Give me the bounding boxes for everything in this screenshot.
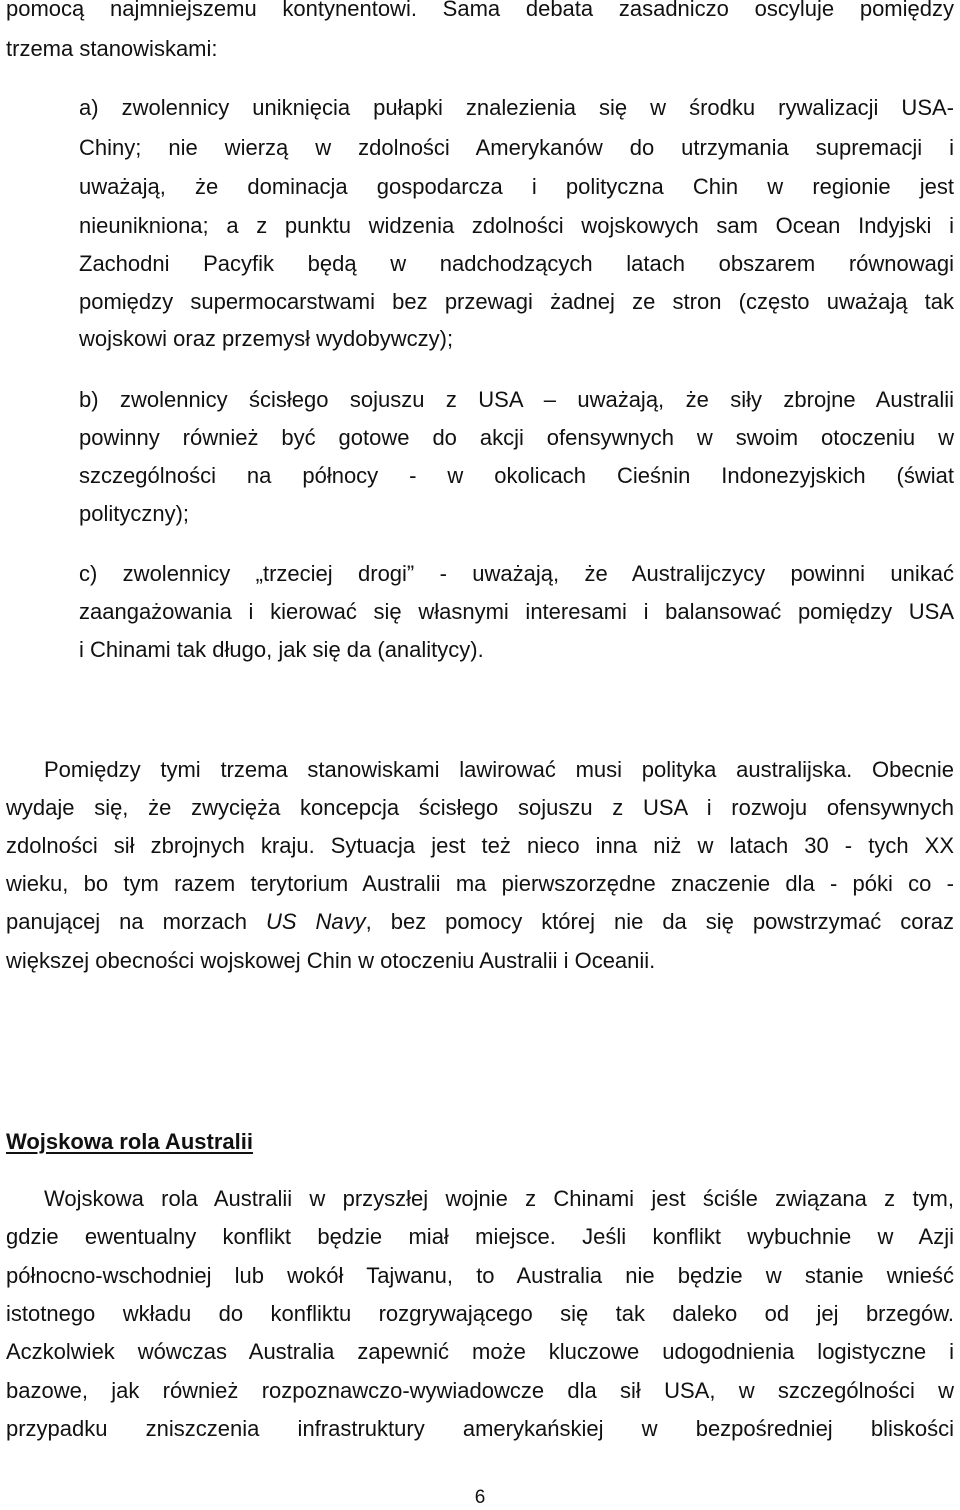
item-a-line-7: wojskowi oraz przemysł wydobywczy); [79,326,454,351]
item-a-line-2: Chiny; nie wierzą w zdolności Amerykanów do utrzymania supremacji i [79,135,954,160]
item-b-line-3: szczególności na północy - w okolicach Cieśnin Indonezyjskich (świat [79,463,954,488]
item-b-line-1: b) zwolennicy ścisłego sojuszu z USA – uważają, że siły zbrojne Australii [79,387,954,412]
item-a-line-6: pomiędzy supermocarstwami bez przewagi żadnej ze stron (często uważają tak [79,289,954,314]
us-navy-italic: US Navy [265,909,366,934]
para1-line-4: wieku, bo tym razem terytorium Australii ma pierwszorzędne znaczenie dla - póki co - [6,871,954,896]
item-a-line-5: Zachodni Pacyfik będą w nadchodzących latach obszarem równowagi [79,251,954,276]
item-a-line-3: uważają, że dominacja gospodarcza i polityczna Chin w regionie jest [79,174,954,199]
para1-line-3: zdolności sił zbrojnych kraju. Sytuacja jest też nieco inna niż w latach 30 - tych XX [6,833,954,858]
item-c-line-1: c) zwolennicy „trzeciej drogi” - uważają, że Australijczycy powinni unikać [79,561,954,586]
para1-line-1: Pomiędzy tymi trzema stanowiskami lawirować musi polityka australijska. Obecnie [44,757,954,782]
intro-line-1: pomocą najmniejszemu kontynentowi. Sama debata zasadniczo oscyluje pomiędzy [6,0,954,21]
para2-line-3: północno-wschodniej lub wokół Tajwanu, to Australia nie będzie w stanie wnieść [6,1263,954,1288]
para2-line-7: przypadku zniszczenia infrastruktury amerykańskiej w bezpośredniej bliskości [6,1416,954,1441]
item-c-line-3: i Chinami tak długo, jak się da (analitycy). [79,637,484,662]
para2-line-4: istotnego wkładu do konfliktu rozgrywającego się tak daleko od jej brzegów. [6,1301,954,1326]
para2-line-1: Wojskowa rola Australii w przyszłej wojnie z Chinami jest ściśle związana z tym, [44,1186,954,1211]
para1-line-6: większej obecności wojskowej Chin w otoczeniu Australii i Oceanii. [6,948,656,973]
section-heading: Wojskowa rola Australii [6,1129,253,1154]
para1-line-5-after: , bez pomocy której nie da się powstrzymać coraz [365,909,955,934]
item-b-line-2: powinny również być gotowe do akcji ofensywnych w swoim otoczeniu w [79,425,954,450]
para1-line-5 [6,907,954,937]
para2-line-5: Aczkolwiek wówczas Australia zapewnić może kluczowe udogodnienia logistyczne i [6,1339,954,1364]
item-b-line-4: polityczny); [79,501,190,526]
item-a-line-1: a) zwolennicy uniknięcia pułapki znalezienia się w środku rywalizacji USA- [79,95,954,120]
para2-line-6: bazowe, jak również rozpoznawczo-wywiadowcze dla sił USA, w szczególności w [6,1378,954,1403]
item-a-line-4: nieunikniona; a z punktu widzenia zdolności wojskowych sam Ocean Indyjski i [79,213,954,238]
para1-line-5-before: panującej na morzach [6,909,266,934]
item-c-line-2: zaangażowania i kierować się własnymi interesami i balansować pomiędzy USA [79,599,954,624]
intro-line-2: trzema stanowiskami: [6,36,218,61]
page-number: 6 [474,1487,486,1508]
para1-line-2: wydaje się, że zwycięża koncepcja ścisłego sojuszu z USA i rozwoju ofensywnych [6,795,954,820]
para2-line-2: gdzie ewentualny konflikt będzie miał miejsce. Jeśli konflikt wybuchnie w Azji [6,1224,954,1249]
